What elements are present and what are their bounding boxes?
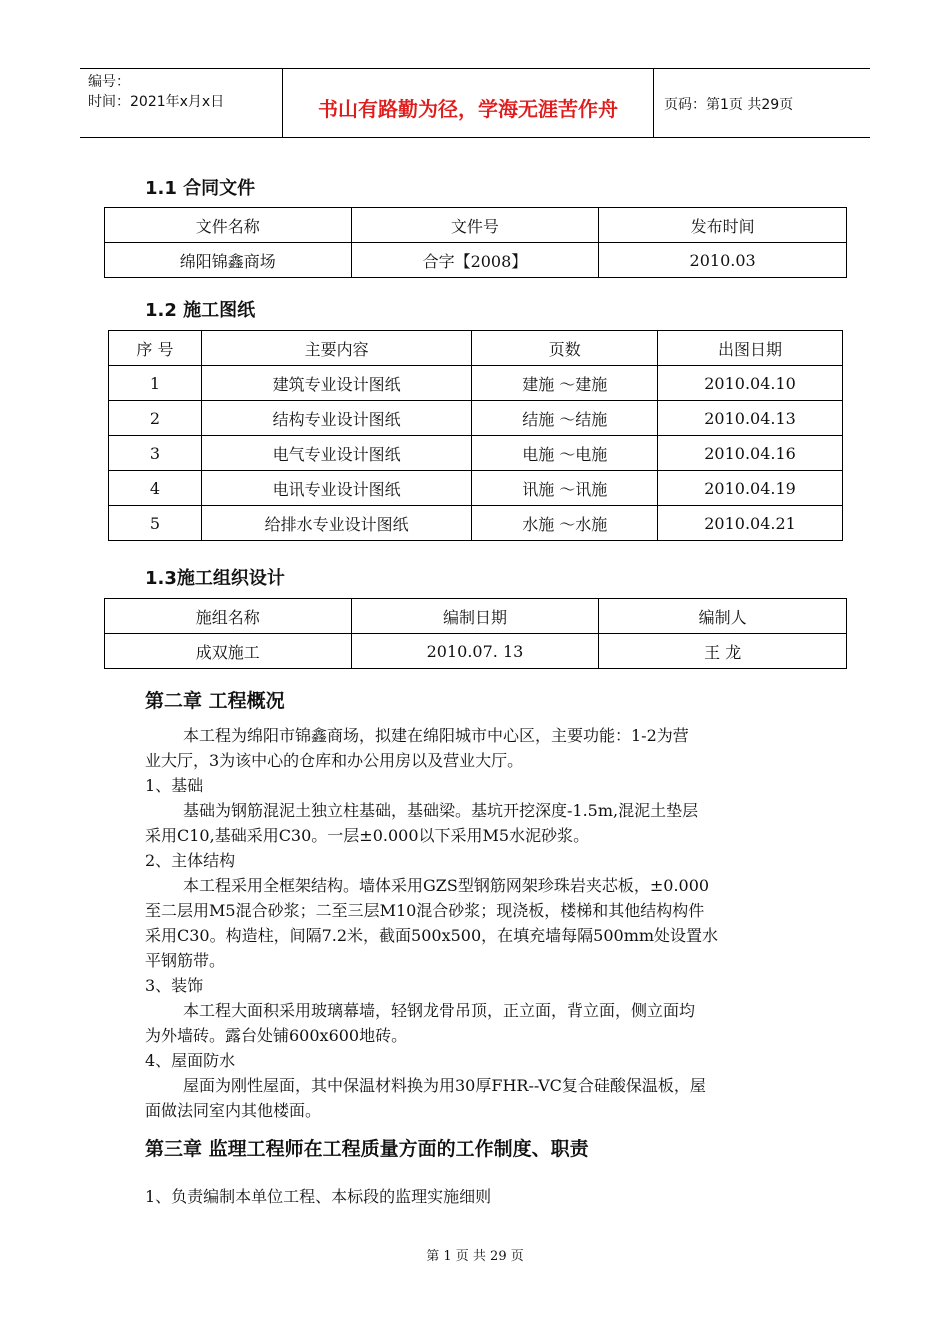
doc-code: 编号： xyxy=(88,74,130,90)
table-row xyxy=(109,436,843,471)
table-cell: 2010.04.16 xyxy=(658,436,843,471)
ch2-s4-line-1: 屋面为刚性屋面，其中保温材料换为用30厚FHR--VC复合硅酸保温板，屋 xyxy=(183,1076,706,1095)
table-cell: 王 龙 xyxy=(599,634,847,669)
ch2-intro-line-2: 业大厅，3为该中心的仓库和办公用房以及营业大厅。 xyxy=(145,751,524,770)
table-row xyxy=(109,366,843,401)
section-title-construction-org: 1.3施工组织设计 xyxy=(145,568,285,589)
table-cell: 2 xyxy=(109,401,202,436)
table-cell: 3 xyxy=(109,436,202,471)
table-header-cell: 编制人 xyxy=(599,599,847,634)
construction-org-table xyxy=(104,598,847,669)
table-row xyxy=(109,471,843,506)
ch2-s2-line-3: 采用C30。构造柱，间隔7.2米，截面500x500，在填充墙每隔500mm处设置水 xyxy=(145,926,719,945)
table-cell: 1 xyxy=(109,366,202,401)
drawings-table xyxy=(108,330,843,541)
table-cell: 2010.07. 13 xyxy=(351,634,599,669)
table-header-row xyxy=(105,208,847,243)
table-cell: 2010.04.13 xyxy=(658,401,843,436)
table-cell: 成双施工 xyxy=(105,634,352,669)
header-page-cell xyxy=(654,69,870,137)
table-cell: 绵阳锦鑫商场 xyxy=(105,243,352,278)
section-title-drawings: 1.2 施工图纸 xyxy=(145,300,256,321)
page-header xyxy=(80,68,870,138)
table-header-cell: 施组名称 xyxy=(105,599,352,634)
table-header-cell: 发布时间 xyxy=(599,208,847,243)
table-cell: 结构专业设计图纸 xyxy=(201,401,472,436)
ch2-intro-line-1: 本工程为绵阳市锦鑫商场，拟建在绵阳城市中心区，主要功能：1-2为营 xyxy=(183,726,689,745)
table-cell: 合字【2008】 xyxy=(351,243,599,278)
table-header-cell: 出图日期 xyxy=(658,331,843,366)
chapter-2-title: 第二章 工程概况 xyxy=(145,690,285,712)
table-cell: 讯施 ～讯施 xyxy=(472,471,658,506)
ch2-s2-line-4: 平钢筋带。 xyxy=(145,951,226,970)
table-header-cell: 页数 xyxy=(472,331,658,366)
header-meta-cell xyxy=(80,69,283,137)
ch2-s1-line-1: 基础为钢筋混泥土独立柱基础，基础梁。基坑开挖深度-1.5m,混泥土垫层 xyxy=(183,801,699,820)
table-cell: 电施 ～电施 xyxy=(472,436,658,471)
table-header-cell: 文件号 xyxy=(351,208,599,243)
table-header-cell: 文件名称 xyxy=(105,208,352,243)
table-cell: 电气专业设计图纸 xyxy=(201,436,472,471)
page-footer: 第 1 页 共 29 页 xyxy=(426,1249,524,1264)
chapter-3-title: 第三章 监理工程师在工程质量方面的工作制度、职责 xyxy=(145,1138,589,1160)
table-row xyxy=(105,634,847,669)
table-row xyxy=(105,243,847,278)
table-header-cell: 主要内容 xyxy=(201,331,472,366)
table-header-row xyxy=(109,331,843,366)
table-cell: 水施 ～水施 xyxy=(472,506,658,541)
header-motto: 书山有路勤为径，学海无涯苦作舟 xyxy=(318,97,618,121)
table-cell: 2010.04.10 xyxy=(658,366,843,401)
ch2-s1-title: 1、基础 xyxy=(145,776,204,795)
doc-date: 时间：2021年x月x日 xyxy=(88,94,225,110)
table-header-cell: 编制日期 xyxy=(351,599,599,634)
ch2-s4-line-2: 面做法同室内其他楼面。 xyxy=(145,1101,322,1120)
table-cell: 4 xyxy=(109,471,202,506)
ch2-s2-line-2: 至二层用M5混合砂浆；二至三层M10混合砂浆；现浇板，楼梯和其他结构构件 xyxy=(145,901,705,920)
ch2-s3-line-2: 为外墙砖。露台处铺600x600地砖。 xyxy=(145,1026,408,1045)
table-cell: 2010.03 xyxy=(599,243,847,278)
table-cell: 2010.04.19 xyxy=(658,471,843,506)
table-cell: 5 xyxy=(109,506,202,541)
table-cell: 建筑专业设计图纸 xyxy=(201,366,472,401)
table-row xyxy=(109,401,843,436)
table-cell: 给排水专业设计图纸 xyxy=(201,506,472,541)
ch2-s3-line-1: 本工程大面积采用玻璃幕墙，轻钢龙骨吊顶，正立面，背立面，侧立面均 xyxy=(183,1001,696,1020)
section-title-contract-docs: 1.1 合同文件 xyxy=(145,178,256,199)
ch2-s4-title: 4、屋面防水 xyxy=(145,1051,236,1070)
table-cell: 2010.04.21 xyxy=(658,506,843,541)
ch2-s1-line-2: 采用C10,基础采用C30。一层±0.000以下采用M5水泥砂浆。 xyxy=(145,826,590,845)
ch2-s3-title: 3、装饰 xyxy=(145,976,204,995)
ch2-s2-title: 2、主体结构 xyxy=(145,851,236,870)
table-cell: 电讯专业设计图纸 xyxy=(201,471,472,506)
contract-docs-table xyxy=(104,207,847,278)
table-cell: 建施 ～建施 xyxy=(472,366,658,401)
header-page-number: 页码：第1页 共29页 xyxy=(664,97,794,113)
table-header-cell: 序 号 xyxy=(109,331,202,366)
table-row xyxy=(109,506,843,541)
ch3-item-1: 1、负责编制本单位工程、本标段的监理实施细则 xyxy=(145,1187,492,1206)
ch2-s2-line-1: 本工程采用全框架结构。墙体采用GZS型钢筋网架珍珠岩夹芯板，±0.000 xyxy=(183,876,710,895)
header-motto-cell xyxy=(283,69,654,137)
table-header-row xyxy=(105,599,847,634)
table-cell: 结施 ～结施 xyxy=(472,401,658,436)
